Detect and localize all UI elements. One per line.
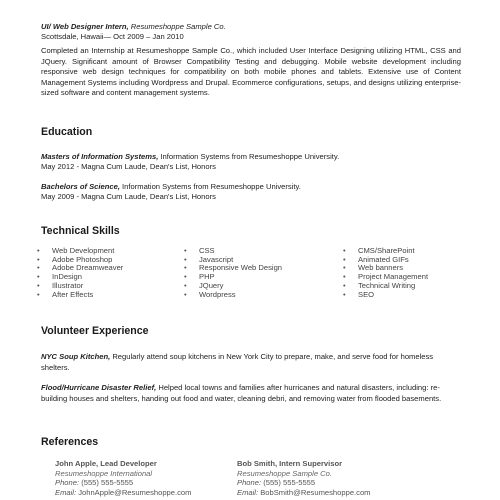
degree-name: Bachelors of Science, [41, 182, 120, 191]
skill-item: • Illustrator [37, 280, 84, 290]
bullet-icon: • [343, 289, 346, 299]
volunteer-heading: Volunteer Experience [41, 325, 149, 337]
bullet-icon: • [343, 272, 346, 282]
bullet-icon: • [37, 289, 40, 299]
reference-company: Resumeshoppe International [55, 468, 153, 478]
skill-item: • Responsive Web Design [184, 263, 283, 273]
job-title-line [41, 22, 461, 32]
bullet-icon: • [37, 254, 40, 264]
skill-item: • Technical Writing [343, 280, 416, 290]
bullet-icon: • [37, 246, 40, 255]
skill-item: • Adobe Dreamweaver [37, 263, 124, 273]
education-entry [41, 152, 461, 173]
skill-item: • SEO [343, 289, 375, 299]
volunteer-text: Helped local towns and families after hurricanes and natural disasters, including: re-building houses and shelters, handing out food and water, cleaning debri, and removing water from flooded basements. [41, 383, 442, 403]
job-entry [41, 22, 461, 99]
bullet-icon: • [184, 246, 187, 255]
reference-email: Email: BobSmith@Resumeshoppe.com [237, 487, 371, 497]
skills-column [343, 247, 428, 299]
reference-name: Bob Smith, Intern Supervisor [237, 459, 343, 468]
skill-item: • Web Development [37, 246, 115, 255]
bullet-icon: • [184, 254, 187, 264]
bullet-icon: • [37, 272, 40, 282]
degree-detail: Information Systems from Resumeshoppe University. [158, 152, 340, 161]
reference-name: John Apple, Lead Developer [55, 459, 157, 468]
job-title: UI/ Web Designer Intern, [41, 22, 129, 31]
reference-entry [237, 459, 371, 497]
volunteer-org: NYC Soup Kitchen, [41, 352, 111, 361]
bullet-icon: • [184, 272, 187, 282]
bullet-icon: • [37, 280, 40, 290]
skills-list [37, 247, 477, 307]
degree-date-line: May 2009 - Magna Cum Laude, Dean's List, Honors [41, 192, 216, 202]
skill-item: • Web banners [343, 263, 404, 273]
bullet-icon: • [343, 263, 346, 273]
bullet-icon: • [184, 289, 187, 299]
skills-column [184, 247, 282, 299]
bullet-icon: • [343, 246, 346, 255]
degree-name: Masters of Information Systems, [41, 152, 159, 161]
job-company: Resumeshoppe Sample Co. [130, 22, 226, 31]
volunteer-entry [41, 383, 461, 404]
reference-entry [55, 459, 191, 497]
education-heading: Education [41, 126, 93, 138]
degree-detail: Information Systems from Resumeshoppe University. [119, 182, 301, 191]
volunteer-text: Regularly attend soup kitchens in New York City to prepare, make, and serve food for homeless shelters. [41, 352, 434, 372]
skill-item: • Wordpress [184, 289, 236, 299]
education-entry [41, 182, 461, 203]
reference-phone: Phone: (555) 555-5555 [55, 478, 134, 488]
skill-item: • Project Management [343, 272, 429, 282]
skill-item: • JQuery [184, 280, 224, 290]
skill-item: • Animated GIFs [343, 254, 409, 264]
skill-item: • CSS [184, 246, 215, 255]
volunteer-entry [41, 352, 461, 373]
bullet-icon: • [184, 280, 187, 290]
bullet-icon: • [37, 263, 40, 273]
skill-item: • Javascript [184, 254, 234, 264]
skill-item: • InDesign [37, 272, 82, 282]
reference-company: Resumeshoppe Sample Co. [237, 468, 332, 478]
job-description: Completed an Internship at Resumeshoppe Sample Co., which included User Interface Designing utilizing HTML, CSS and JQuery. Significant amount of Browser Compatibility Testing and debugging. Mobile website development including responsive web design techniques for compatibility on both mobile phones and tablets. Extensive use of Content Management Systems including Wordpress and Drupal. Ecommerce configurations, setups, and designs utilizing enterprise-sized software and content management systems. [41, 46, 461, 97]
reference-phone: Phone: (555) 555-5555 [237, 478, 316, 488]
reference-email: Email: JohnApple@Resumeshoppe.com [55, 487, 192, 497]
degree-date-line: May 2012 - Magna Cum Laude, Dean's List, Honors [41, 162, 216, 172]
skill-item: • Adobe Photoshop [37, 254, 113, 264]
skills-heading: Technical Skills [41, 225, 120, 237]
skill-item: • CMS/SharePoint [343, 246, 415, 255]
references-heading: References [41, 436, 99, 448]
bullet-icon: • [343, 280, 346, 290]
skills-column [37, 247, 123, 299]
job-location: Scottsdale, Hawaii— Oct 2009 – Jan 2010 [41, 32, 184, 41]
bullet-icon: • [184, 263, 187, 273]
skill-item: • PHP [184, 272, 215, 282]
bullet-icon: • [343, 254, 346, 264]
skill-item: • After Effects [37, 289, 94, 299]
volunteer-org: Flood/Hurricane Disaster Relief, [41, 383, 157, 392]
